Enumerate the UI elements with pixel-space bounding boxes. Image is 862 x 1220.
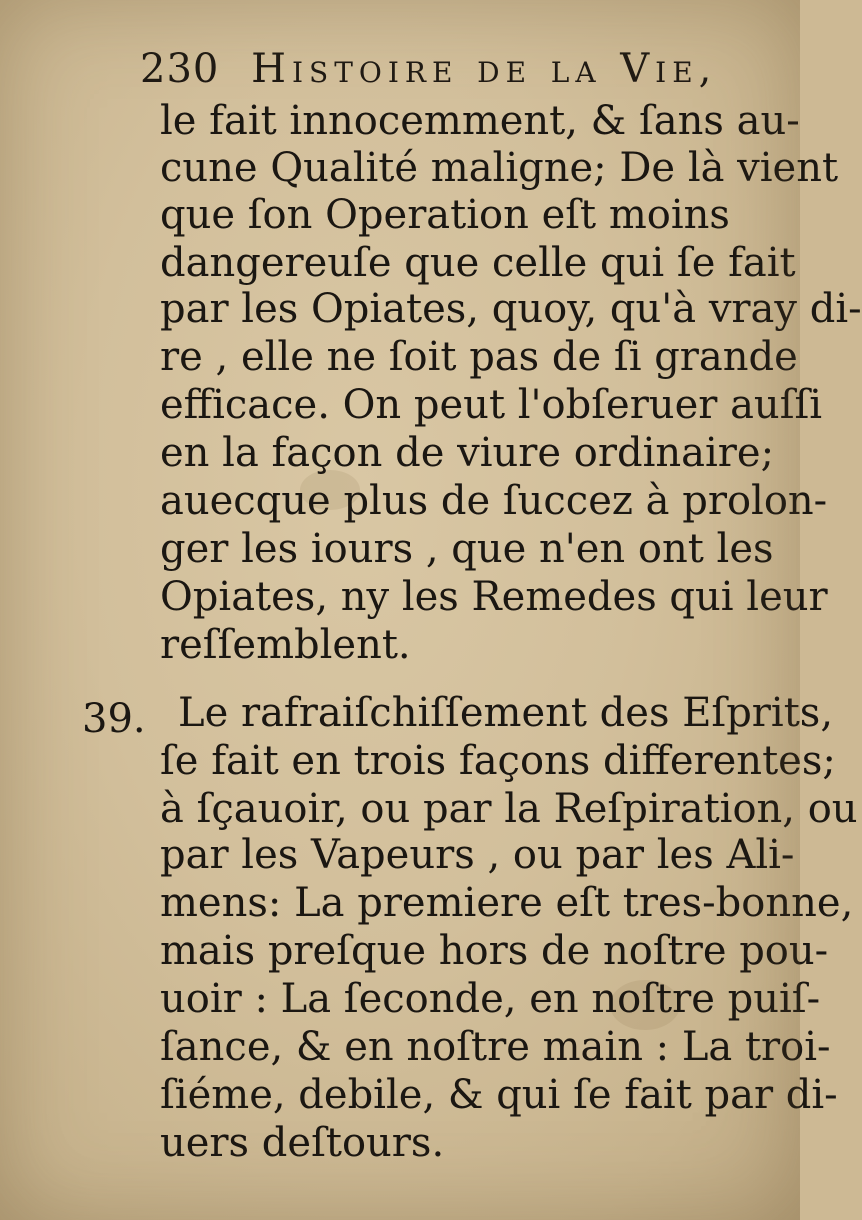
text-line: par les Vapeurs , ou par les Ali- (160, 832, 795, 878)
text-line: ger les iours , que n'en ont les (160, 526, 774, 572)
text-line: mens: La premiere eſt tres-bonne, (160, 880, 854, 926)
running-title: Histoire de la Vie, (251, 46, 718, 92)
text-line: uers deſtours. (160, 1120, 445, 1166)
page-number: 230 (140, 46, 220, 92)
text-line: cune Qualité maligne; De là vient (160, 145, 839, 191)
text-line: Le rafraiſchiſſement des Eſprits, (178, 690, 834, 736)
text-line: mais preſque hors de noſtre pou- (160, 928, 829, 974)
text-line: dangereuſe que celle qui ſe fait (160, 240, 796, 286)
text-line: que ſon Operation eſt moins (160, 192, 730, 238)
text-line: en la façon de viure ordinaire; (160, 430, 775, 476)
text-line: ſance, & en noſtre main : La troi- (160, 1024, 831, 1070)
text-line: efficace. On peut l'obſeruer auſſi (160, 382, 823, 428)
text-line: à ſçauoir, ou par la Reſpiration, ou (160, 786, 858, 832)
text-line: le fait innocemment, & ſans au- (160, 98, 800, 144)
text-line: auecque plus de ſuccez à prolon- (160, 478, 828, 524)
text-line: uoir : La ſeconde, en noſtre puiſ- (160, 976, 821, 1022)
running-header (140, 46, 718, 92)
text-line: par les Opiates, quoy, qu'à vray di- (160, 286, 862, 332)
text-line: reſſemblent. (160, 622, 411, 668)
text-line: ſe fait en trois façons differentes; (160, 738, 836, 784)
text-line: Opiates, ny les Remedes qui leur (160, 574, 828, 620)
text-line: re , elle ne ſoit pas de ſi grande (160, 334, 798, 380)
text-line: ſiéme, debile, & qui ſe fait par di- (160, 1072, 838, 1118)
paragraph-number: 39. (82, 696, 146, 742)
